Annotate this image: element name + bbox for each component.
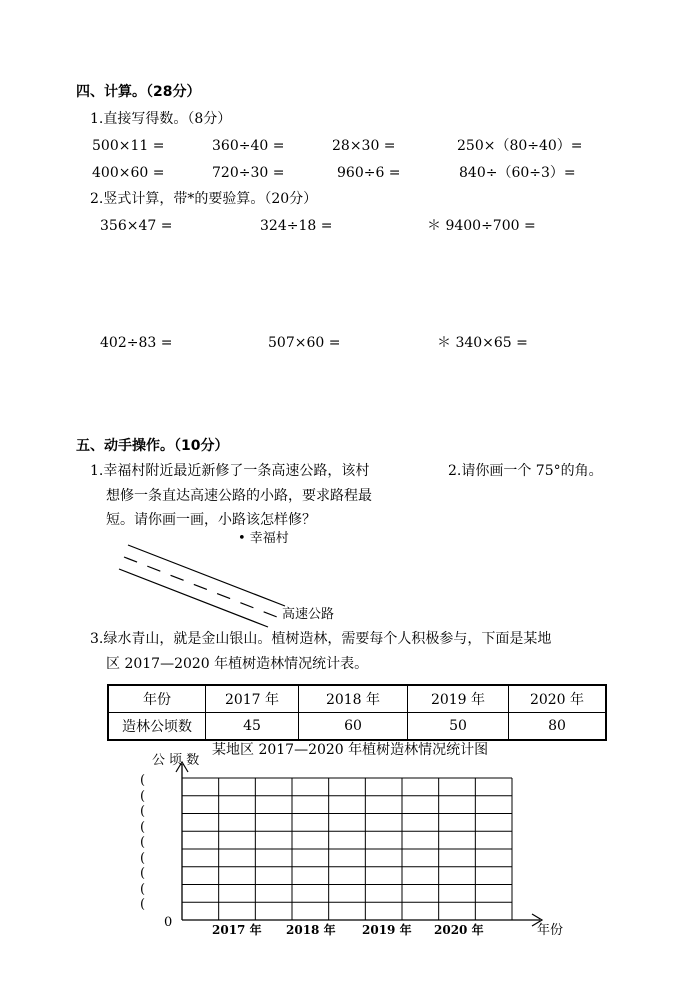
oral-problem: 500×11 = xyxy=(92,138,165,154)
q5-3-text: 3.绿水青山，就是金山银山。植树造林，需要每个人积极参与，下面是某地 xyxy=(90,631,552,647)
x-tick-label: 2020 年 xyxy=(434,923,484,937)
oral-problem: 960÷6 = xyxy=(337,165,401,181)
y-value-blank[interactable]: ( xyxy=(140,819,146,835)
vertical-problem: ＊ 340×65 = xyxy=(437,335,528,351)
q5-1-text: 1.幸福村附近最近新修了一条高速公路，该村 xyxy=(90,463,370,479)
table-cell: 50 xyxy=(408,713,509,741)
table-cell: 80 xyxy=(509,713,607,741)
y-value-blank[interactable]: ( xyxy=(140,866,146,881)
vertical-problem: 402÷83 = xyxy=(100,335,173,351)
table-header: 2020 年 xyxy=(509,685,607,713)
y-value-blank[interactable]: ( xyxy=(140,850,146,866)
y-value-blank[interactable]: ( xyxy=(140,804,146,819)
vertical-problem: 507×60 = xyxy=(268,335,341,351)
x-tick-label: 2017 年 xyxy=(212,923,262,937)
highway-label: 高速公路 xyxy=(282,607,335,622)
oral-problem: 250×（80÷40）= xyxy=(457,138,583,154)
table-header: 2019 年 xyxy=(408,685,509,713)
q4-1-title: 1.直接写得数。（8分） xyxy=(90,111,232,127)
vertical-problem: ＊ 9400÷700 = xyxy=(427,218,536,234)
y-value-blank[interactable]: ( xyxy=(140,773,146,788)
q5-2-text: 2.请你画一个 75°的角。 xyxy=(448,463,603,479)
oral-problem: 720÷30 = xyxy=(212,165,285,181)
table-header: 2018 年 xyxy=(299,685,408,713)
vertical-problem: 356×47 = xyxy=(100,218,173,234)
table-cell: 60 xyxy=(299,713,408,741)
q5-3-text: 区 2017—2020 年植树造林情况统计表。 xyxy=(106,656,369,672)
village-label: • 幸福村 xyxy=(238,531,289,546)
chart-ylabel: 公 顷 数 xyxy=(152,753,200,768)
section5-title: 五、动手操作。（10分） xyxy=(76,438,229,454)
vertical-problem: 324÷18 = xyxy=(260,218,333,234)
y-value-blank[interactable]: ( xyxy=(140,788,146,804)
y-value-blank[interactable]: ( xyxy=(140,897,146,912)
section4-title: 四、计算。（28分） xyxy=(76,84,201,100)
x-tick-label: 2019 年 xyxy=(362,923,412,937)
oral-problem: 360÷40 = xyxy=(212,138,285,154)
table-header: 2017 年 xyxy=(206,685,299,713)
q5-1-text: 短。请你画一画，小路该怎样修？ xyxy=(106,512,316,528)
y-value-blank[interactable]: ( xyxy=(140,881,146,897)
table-cell: 造林公顷数 xyxy=(108,713,206,741)
x-tick-label: 2018 年 xyxy=(286,923,336,937)
chart-xlabel: 年份 xyxy=(537,923,564,938)
chart-title: 某地区 2017—2020 年植树造林情况统计图 xyxy=(212,742,489,758)
oral-problem: 28×30 = xyxy=(332,138,396,154)
chart-origin: 0 xyxy=(164,915,173,930)
q4-2-title: 2.竖式计算，带*的要验算。（20分） xyxy=(90,191,318,207)
table-cell: 45 xyxy=(206,713,299,741)
oral-problem: 840÷（60÷3）= xyxy=(459,165,576,181)
oral-problem: 400×60 = xyxy=(92,165,165,181)
q5-1-text: 想修一条直达高速公路的小路，要求路程最 xyxy=(106,488,372,504)
y-value-blank[interactable]: ( xyxy=(140,835,146,850)
table-header: 年份 xyxy=(108,685,206,713)
